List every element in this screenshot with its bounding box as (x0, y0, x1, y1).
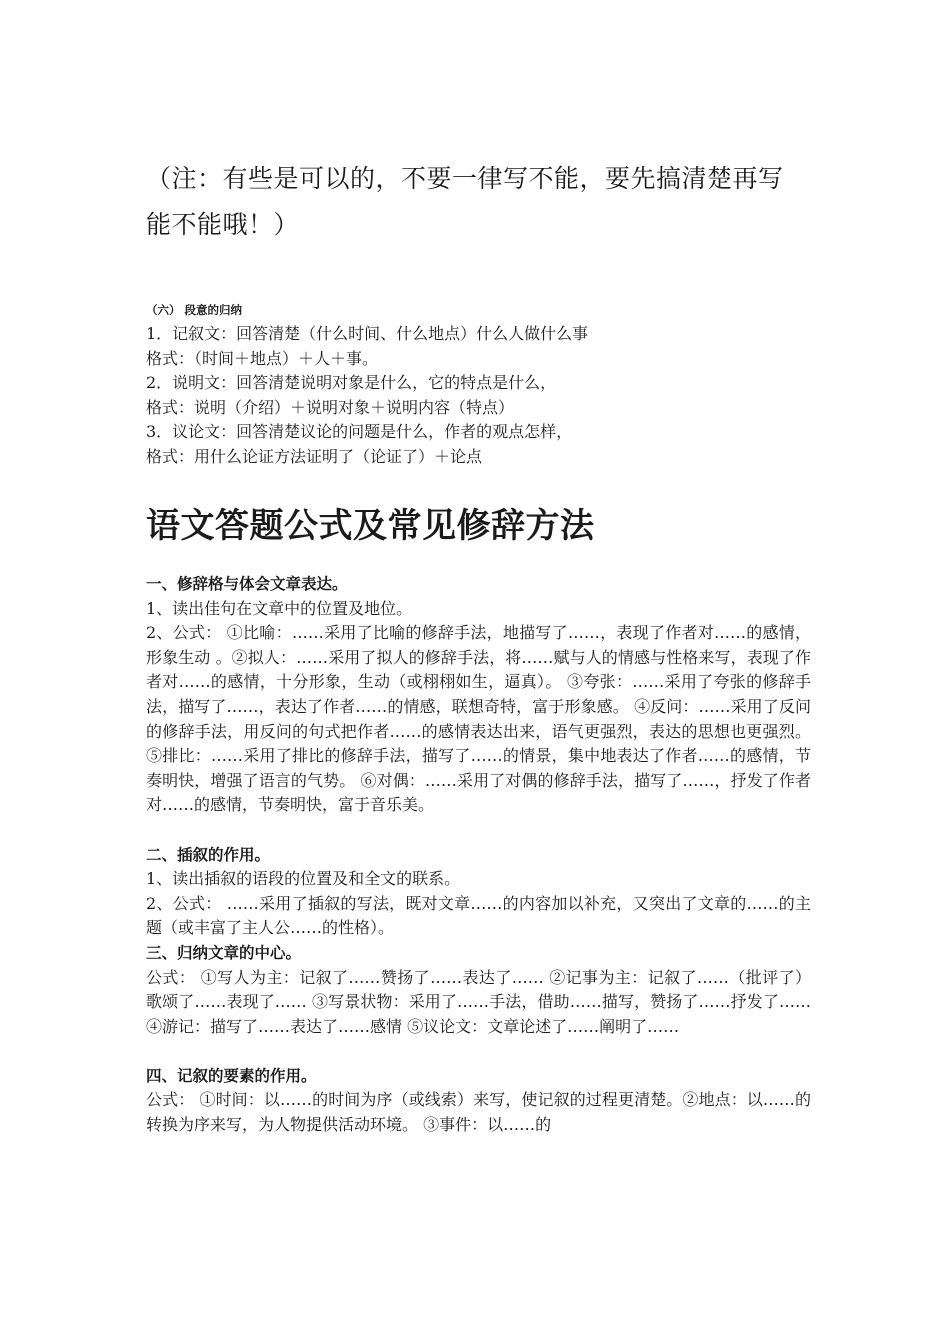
blank-line (146, 818, 811, 843)
note-line-1: （注：有些是可以的，不要一律写不能，要先搞清楚再写 (146, 164, 784, 193)
part-body: 公式： ①写人为主：记叙了……赞扬了……表达了…… ②记事为主：记叙了……（批评了）歌颂了……表现了…… ③写景状物：采用了……手法，借助……描写，赞扬了……抒发了…… ④游记：描写了……表达了……感情 ⑤议论文：文章论述了……阐明了…… (146, 967, 811, 1036)
section-line: 2．说明文：回答清楚说明对象是什么，它的特点是什么， (146, 373, 557, 392)
part-body: 公式： ①时间：以……的时间为序（或线索）来写，使记叙的过程更清楚。②地点：以……的转换为序来写，为人物提供活动环境。 ③事件：以……的 (146, 1090, 811, 1135)
part-body: 2、公式： ……采用了插叙的写法，既对文章……的内容加以补充，又突出了文章的……的主题（或丰富了主人公……的性格）。 (146, 893, 811, 938)
section-line: 3．议论文：回答清楚议论的问题是什么，作者的观点怎样， (146, 422, 573, 441)
section-line: 格式：说明（介绍）＋说明对象＋说明内容（特点） (146, 397, 515, 417)
part-heading-central-idea: 三、归纳文章的中心。 (146, 943, 302, 962)
part-heading-flashback: 二、插叙的作用。 (146, 845, 271, 864)
note-line-2: 能不能哦！） (146, 210, 300, 239)
part-line: 1、读出佳句在文章中的位置及地位。 (146, 598, 413, 618)
main-content (146, 572, 811, 1138)
section-line: 1．记叙文：回答清楚（什么时间、什么地点）什么人做什么事 (146, 324, 589, 343)
section-line: 格式：（时间＋地点）＋人＋事。 (146, 348, 379, 368)
section-paragraph-summary (146, 300, 811, 469)
part-heading-narrative-elements: 四、记叙的要素的作用。 (146, 1066, 317, 1085)
note-paragraph (146, 156, 811, 248)
part-body: 2、公式： ①比喻：……采用了比喻的修辞手法，地描写了……，表现了作者对……的感情，形象生动 。②拟人：……采用了拟人的修辞手法，将……赋与人的情感与性格来写，表现了作者对……的感情，十分形象，生动（或栩栩如生，逼真）。 ③夸张：……采用了夸张的修辞手法，描写了……，表达了作者……的情感，联想奇特，富于形象感。 ④反问：……采用了反问的修辞手法，用反问的句式把作者……的感情表达出来，语气更强烈，表达的思想也更强烈。 ⑤排比：……采用了排比的修辞手法，描写了……的情景，集中地表达了作者……的感情，节奏明快，增强了语言的气势。 ⑥对偶：……采用了对偶的修辞手法，描写了……，抒发了作者对……的感情，节奏明快，富于音乐美。 (146, 623, 811, 815)
section-line: 格式：用什么论证方法证明了（论证了）＋论点 (146, 446, 483, 466)
section-heading: （六） 段意的归纳 (146, 303, 243, 317)
part-line: 1、读出插叙的语段的位置及和全文的联系。 (146, 869, 461, 889)
document-title: 语文答题公式及常见修辞方法 (146, 506, 595, 546)
part-heading-rhetoric: 一、修辞格与体会文章表达。 (146, 575, 348, 593)
blank-line (146, 1039, 811, 1064)
